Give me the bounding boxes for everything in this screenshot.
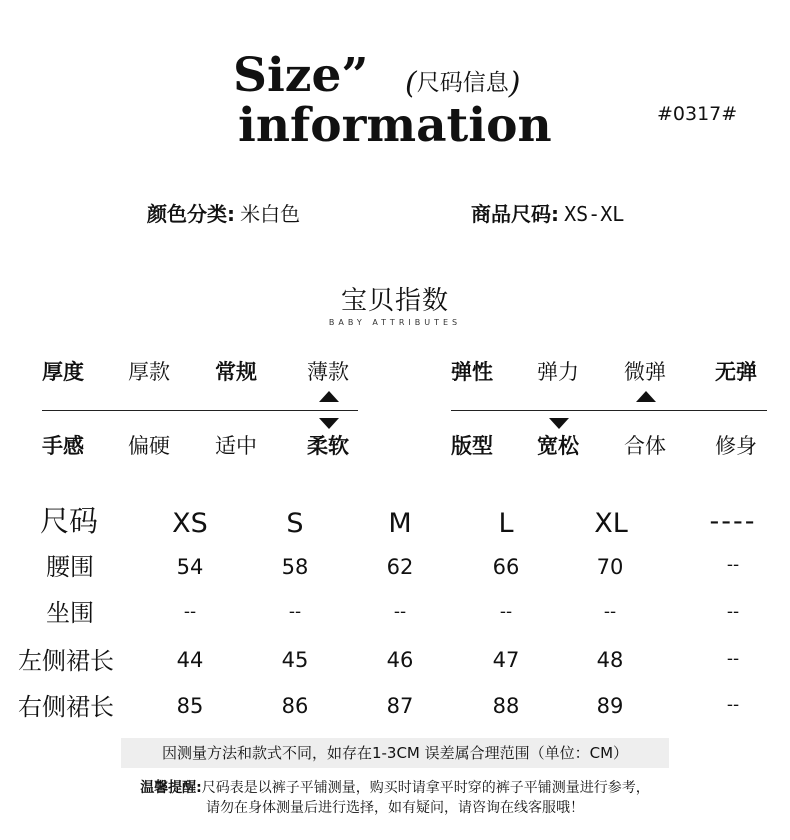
- table-cell: --: [499, 602, 513, 622]
- fit-option-slim: 修身: [715, 434, 757, 458]
- table-cell: --: [726, 602, 740, 622]
- table-cell: 58: [281, 555, 309, 579]
- size-table-header-label: 尺码: [40, 504, 99, 538]
- title-chinese: [405, 66, 521, 101]
- divider-right: [451, 410, 767, 411]
- table-cell: --: [288, 602, 302, 622]
- tips: [0, 778, 790, 818]
- paren-right: ): [508, 66, 521, 101]
- color-value: 米白色: [240, 202, 301, 226]
- tips-label: 温馨提醒:: [140, 780, 202, 796]
- table-cell: 70: [596, 555, 624, 579]
- tips-line-1: [0, 778, 790, 798]
- table-cell: 47: [492, 648, 520, 672]
- elasticity-option-slight: 微弹: [624, 360, 666, 384]
- tips-text-1: 尺码表是以裤子平铺测量，购买时请拿平时穿的裤子平铺测量进行参考，: [201, 780, 650, 796]
- thickness-label: 厚度: [42, 360, 84, 384]
- elasticity-option-stretch: 弹力: [537, 360, 579, 384]
- feel-option-hard: 偏硬: [128, 434, 170, 458]
- fit-option-regular: 合体: [624, 434, 666, 458]
- tips-text-2: 请勿在身体测量后进行选择，如有疑问，请咨询在线客服哦！: [206, 800, 584, 816]
- product-code: #0317#: [657, 103, 738, 125]
- title-information: information: [238, 98, 552, 153]
- table-cell: 46: [386, 648, 414, 672]
- table-cell: --: [726, 649, 740, 669]
- size-label: 商品尺码:: [471, 202, 559, 226]
- fit-label: 版型: [451, 434, 493, 458]
- title-size: Size”: [233, 48, 369, 103]
- feel-label: 手感: [42, 434, 84, 458]
- thickness-option-thick: 厚款: [128, 360, 170, 384]
- fit-selected-marker: [549, 418, 569, 429]
- elasticity-label: 弹性: [451, 360, 493, 384]
- title-chinese-text: 尺码信息: [416, 70, 509, 96]
- table-cell: --: [603, 602, 617, 622]
- thickness-option-regular: 常规: [215, 360, 257, 384]
- table-cell: 87: [386, 694, 414, 718]
- table-cell: 45: [281, 648, 309, 672]
- table-cell: 86: [281, 694, 309, 718]
- table-cell: 88: [492, 694, 520, 718]
- size-col-l: L: [498, 508, 514, 539]
- table-cell: 48: [596, 648, 624, 672]
- table-cell: --: [726, 695, 740, 715]
- size-col-s: S: [286, 508, 304, 539]
- table-cell: --: [393, 602, 407, 622]
- attributes-title: 宝贝指数: [340, 286, 449, 316]
- row-label-hip: 坐围: [46, 599, 94, 627]
- table-cell: --: [726, 555, 740, 575]
- size-value: XS-XL: [564, 202, 625, 226]
- size-col-xl: XL: [594, 508, 628, 539]
- thickness-option-thin: 薄款: [307, 360, 349, 384]
- table-cell: 44: [176, 648, 204, 672]
- color-label: 颜色分类:: [147, 202, 235, 226]
- paren-left: (: [405, 66, 417, 101]
- elasticity-option-none: 无弹: [715, 360, 757, 384]
- table-cell: 85: [176, 694, 204, 718]
- color-info: [147, 198, 300, 227]
- table-cell: 62: [386, 555, 414, 579]
- feel-option-soft: 柔软: [307, 434, 349, 458]
- thickness-selected-marker: [319, 391, 339, 402]
- attributes-subtitle: BABY ATTRIBUTES: [328, 318, 462, 327]
- feel-selected-marker: [319, 418, 339, 429]
- size-col-xs: XS: [172, 508, 208, 539]
- size-info: [471, 198, 624, 227]
- table-cell: --: [183, 602, 197, 622]
- row-label-waist: 腰围: [46, 553, 94, 581]
- feel-option-medium: 适中: [215, 434, 257, 458]
- measurement-note: 因测量方法和款式不同，如存在1-3CM 误差属合理范围（单位：CM）: [121, 738, 669, 768]
- table-cell: 89: [596, 694, 624, 718]
- divider-left: [42, 410, 358, 411]
- row-label-left-length: 左侧裙长: [18, 647, 114, 675]
- size-col-m: M: [388, 508, 412, 539]
- table-cell: 66: [492, 555, 520, 579]
- elasticity-selected-marker: [636, 391, 656, 402]
- table-cell: 54: [176, 555, 204, 579]
- row-label-right-length: 右侧裙长: [18, 693, 114, 721]
- size-col-blank: ----: [709, 506, 757, 537]
- fit-option-loose: 宽松: [537, 434, 579, 458]
